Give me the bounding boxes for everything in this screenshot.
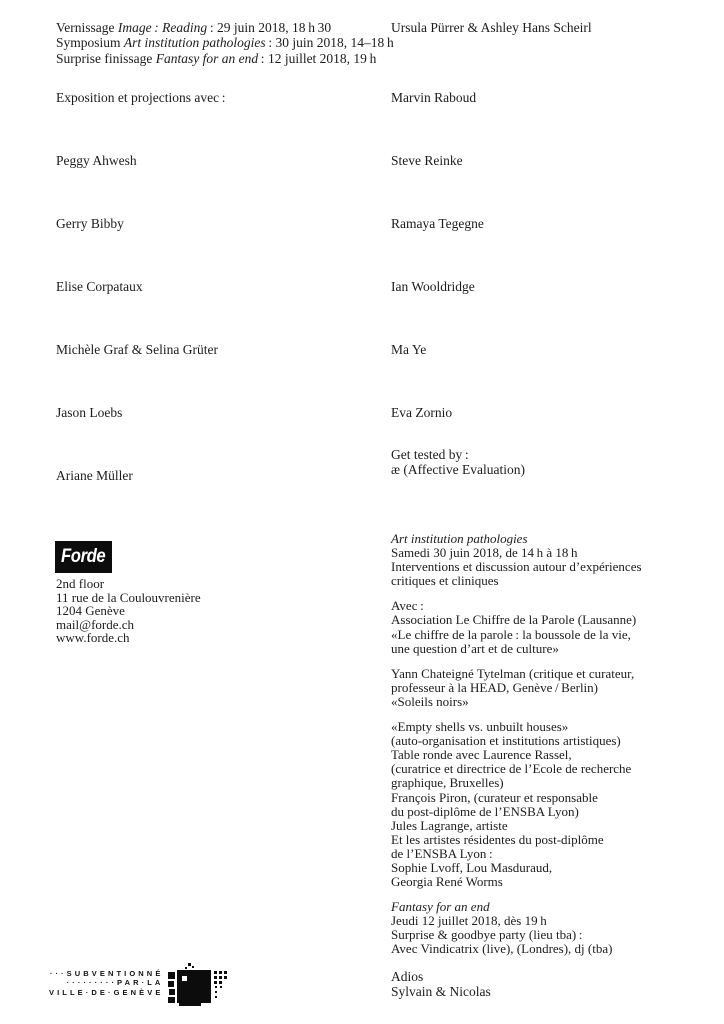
symposium-line: (curatrice et directrice de l’Ecole de recherche (391, 761, 632, 777)
symposium-line: Yann Chateigné Tytelman (critique et curateur, (391, 665, 635, 681)
symposium-intro (391, 532, 701, 588)
symposium-line: Interventions et discussion autour d’expériences (391, 559, 642, 575)
funding-text (49, 963, 163, 997)
symposium-line: Georgia René Worms (391, 874, 503, 890)
address-street: 11 rue de la Coulouvrenière (56, 589, 201, 605)
symposium-speaker-association (391, 599, 701, 655)
symposium-line: Surprise & goodbye party (lieu tba) : (391, 927, 583, 943)
symposium-line: Samedi 30 juin 2018, de 14 h à 18 h (391, 545, 578, 561)
symposium-line: Et les artistes résidentes du post-diplôme (391, 831, 604, 847)
symposium-line: «Le chiffre de la parole : la boussole de la vie, (391, 626, 631, 642)
get-tested-name: æ (Affective Evaluation) (391, 462, 525, 478)
symposium-speaker-tytelman (391, 667, 701, 709)
website-text: www.forde.ch (56, 630, 130, 646)
schedule-datetime: : 30 juin 2018, 14–18 h (265, 35, 394, 51)
symposium-line: Jules Lagrange, artiste (391, 817, 508, 833)
schedule-prefix: Vernissage (56, 20, 118, 35)
forde-logo-text: Forde (61, 546, 106, 567)
programme-details (391, 532, 701, 957)
artist-name: Jason Loebs (56, 405, 123, 420)
symposium-line: François Piron, (curateur et responsable (391, 789, 598, 805)
symposium-line: Jeudi 12 juillet 2018, dès 19 h (391, 913, 547, 929)
finissage-title: Fantasy for an end (391, 899, 490, 915)
signoff-adios: Adios (391, 969, 424, 984)
symposium-line: de l’ENSBA Lyon : (391, 845, 493, 861)
symposium-line: graphique, Bruxelles) (391, 775, 504, 791)
artist-column-left (56, 90, 226, 483)
artist-name: Eva Zornio (391, 405, 453, 420)
finissage-details (391, 900, 701, 956)
signoff (391, 969, 491, 999)
exhibition-label: Exposition et projections avec : (56, 90, 226, 105)
symposium-line: critiques et cliniques (391, 573, 499, 589)
symposium-line: Avec Vindicatrix (live), (Londres), dj (tba) (391, 941, 613, 957)
artist-name: Michèle Graf & Selina Grüter (56, 342, 218, 357)
symposium-line: Association Le Chiffre de la Parole (Lausanne) (391, 612, 637, 628)
funding-line: ·········PAR·LA (66, 978, 164, 988)
funding-line: VILLE·DE·GENÈVE (49, 987, 164, 997)
symposium-line: Avec : (391, 598, 424, 614)
artist-name: Ramaya Tegegne (391, 216, 484, 231)
artist-name: Ian Wooldridge (391, 279, 475, 294)
artist-name: Ma Ye (391, 342, 427, 357)
address-city: 1204 Genève (56, 603, 125, 619)
artist-name: Ariane Müller (56, 468, 133, 483)
symposium-line: (auto-organisation et institutions artistiques) (391, 733, 621, 749)
symposium-line: du post-diplôme de l’ENSBA Lyon) (391, 803, 579, 819)
schedule-datetime: : 12 juillet 2018, 19 h (258, 50, 377, 66)
symposium-line: une question d’art et de culture» (391, 640, 559, 656)
get-tested-label: Get tested by : (391, 447, 469, 462)
schedule-prefix: Symposium (56, 35, 124, 51)
schedule-line-symposium (56, 35, 394, 50)
event-title: Image : Reading (117, 20, 208, 35)
venue-address (56, 577, 201, 645)
artist-name: Steve Reinke (391, 153, 463, 168)
schedule-line-vernissage (56, 20, 394, 35)
signoff-names: Sylvain & Nicolas (391, 984, 491, 999)
symposium-line: «Empty shells vs. unbuilt houses» (391, 719, 569, 735)
symposium-round-table (391, 720, 701, 889)
symposium-line: Sophie Lvoff, Lou Masduraud, (391, 859, 553, 875)
funding-mark (49, 963, 230, 1009)
schedule-datetime: : 29 juin 2018, 18 h 30 (207, 20, 332, 35)
schedule-prefix: Surprise finissage (56, 50, 156, 66)
artist-name: Marvin Raboud (391, 90, 477, 105)
event-title: Fantasy for an end (155, 50, 259, 66)
artist-name: Elise Corpataux (56, 279, 143, 294)
ville-de-geneve-icon (168, 963, 230, 1009)
artist-column-right (391, 90, 484, 420)
symposium-title: Art institution pathologies (391, 531, 528, 546)
event-title: Art institution pathologies (123, 35, 266, 51)
symposium-line: Table ronde avec Laurence Rassel, (391, 747, 572, 763)
address-floor: 2nd floor (56, 576, 105, 591)
headline-artists: Ursula Pürrer & Ashley Hans Scheirl (391, 20, 592, 35)
artist-name: Gerry Bibby (56, 216, 124, 231)
event-schedule (56, 20, 394, 66)
artist-name: Peggy Ahwesh (56, 153, 137, 168)
funding-line: ···SUBVENTIONNÉ (49, 969, 164, 978)
email-text: mail@forde.ch (56, 616, 135, 632)
symposium-line: «Soleils noirs» (391, 693, 469, 709)
schedule-line-finissage (56, 51, 394, 66)
forde-logo (55, 541, 112, 573)
get-tested-block (391, 447, 525, 478)
symposium-line: professeur à la HEAD, Genève / Berlin) (391, 679, 598, 695)
